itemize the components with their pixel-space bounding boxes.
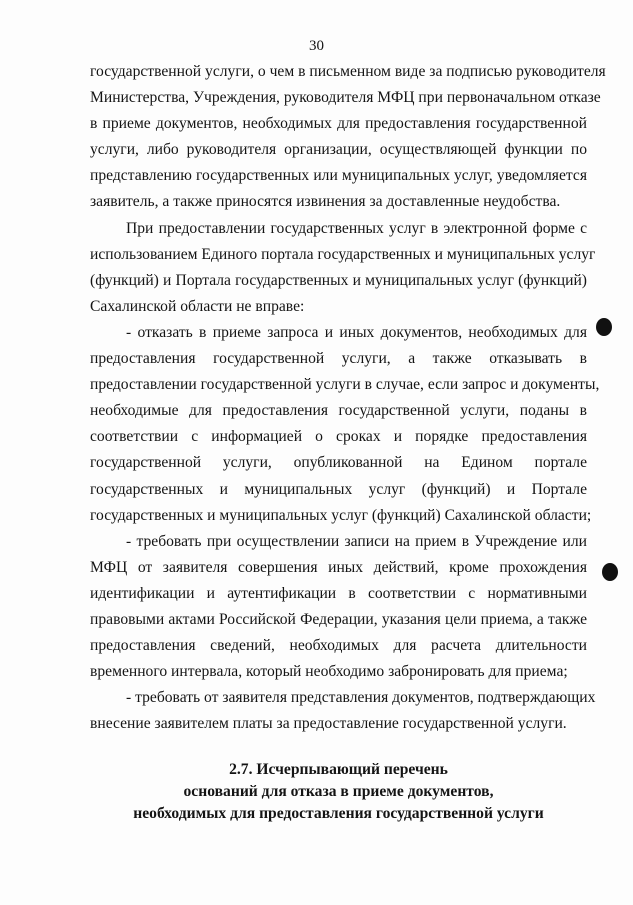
list-item-refuse-request [90,320,600,529]
text-line: заявитель, а также приносятся извинения за доставленные неудобства. [90,193,561,211]
text-line: использованием Единого портала государственных и муниципальных услуг [90,245,596,263]
text-line: внесение заявителем платы за предоставление государственной услуги. [90,715,567,733]
text-line: При предоставлении государственных услуг в электронной форме с [126,219,587,237]
text-line: предоставления сведений, необходимых для расчета длительности [90,637,587,655]
text-line: услуги, либо руководителя организации, осуществляющей функции по [90,141,587,159]
text-line: в приеме документов, необходимых для предоставления государственной [90,115,587,133]
heading-line: 2.7. Исчерпывающий перечень [229,761,448,778]
paragraph-electronic-services [90,216,596,320]
text-line: представлению государственных или муниципальных услуг, уведомляется [90,167,587,185]
text-line: предоставления государственной услуги, а также отказывать в [90,350,587,368]
list-item-payment-documents [90,685,596,737]
margin-dot-mark [596,318,612,336]
text-line: временного интервала, который необходимо забронировать для приема; [90,663,568,681]
text-line: государственных и муниципальных услуг (функций) и Портале [90,480,587,498]
heading-line: необходимых для предоставления государственной услуги [133,805,544,822]
list-item-appointment-requirements [90,529,587,686]
text-line: соответствии с информацией о сроках и порядке предоставления [90,428,587,446]
text-line: необходимые для предоставления государственной услуги, поданы в [90,402,587,420]
text-line: - требовать от заявителя представления документов, подтверждающих [126,689,596,707]
text-line: Министерства, Учреждения, руководителя МФЦ при первоначальном отказе [90,89,601,107]
text-line: государственной услуги, опубликованной на Едином портале [90,454,587,472]
margin-dot-mark [602,563,618,581]
text-line: - требовать при осуществлении записи на прием в Учреждение или [126,532,587,550]
text-line: - отказать в приеме запроса и иных документов, необходимых для [126,323,587,341]
text-line: идентификации и аутентификации в соответствии с нормативными [90,584,587,602]
heading-line: оснований для отказа в приеме документов, [183,783,494,800]
text-line: Сахалинской области не вправе: [90,297,305,315]
page-number: 30 [309,38,324,54]
text-line: МФЦ от заявителя совершения иных действий, кроме прохождения [90,558,587,576]
section-heading [90,759,587,825]
text-line: (функций) и Портала государственных и муниципальных услуг (функций) [90,271,587,289]
document-body [90,59,606,737]
text-line: предоставлении государственной услуги в случае, если запрос и документы, [90,376,600,394]
text-line: правовыми актами Российской Федерации, указания цели приема, а также [90,610,587,628]
text-line: государственной услуги, о чем в письменном виде за подписью руководителя [90,63,606,80]
text-line: государственных и муниципальных услуг (функций) Сахалинской области; [90,506,592,524]
paragraph-refusal-explanation [90,59,606,216]
